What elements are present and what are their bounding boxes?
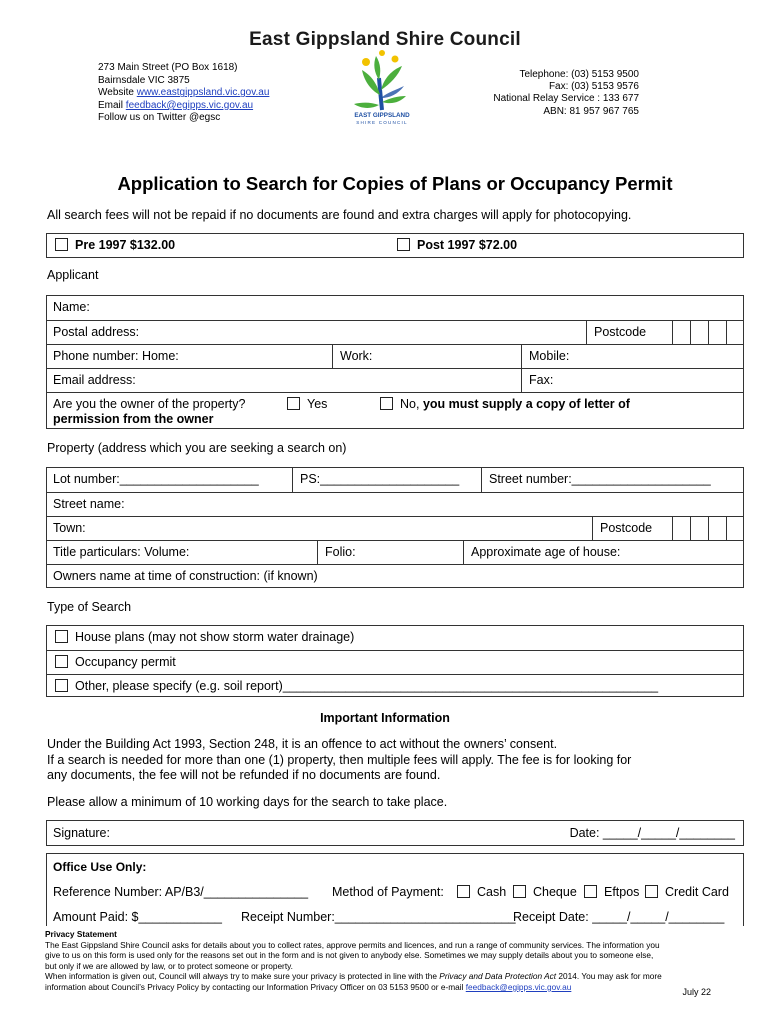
email-link[interactable]: feedback@egipps.vic.gov.au bbox=[125, 99, 254, 111]
work-cell[interactable] bbox=[332, 345, 521, 368]
signature-date: Date: _____/_____/________ bbox=[569, 826, 735, 840]
reference-number[interactable]: Reference Number: AP/B3/_______________ bbox=[53, 885, 309, 899]
pre-1997-checkbox[interactable] bbox=[55, 238, 68, 251]
logo-tree-icon bbox=[354, 50, 406, 110]
owner-no-note: you must supply a copy of letter of bbox=[422, 397, 630, 411]
website-label: Website bbox=[98, 87, 137, 99]
house-plans-label: House plans (may not show storm water drainage) bbox=[75, 630, 355, 644]
street-name-row[interactable] bbox=[47, 492, 743, 516]
privacy-line-1: The East Gippsland Shire Council asks for details about you to collect rates, approve permits and licences, and run a range of community services. The information you bbox=[45, 939, 660, 950]
office-use-heading: Office Use Only: bbox=[53, 860, 147, 874]
logo-text-1: EAST GIPPSLAND bbox=[354, 112, 410, 119]
owner-no-note-2: permission from the owner bbox=[53, 412, 214, 426]
property-postcode-digit-box[interactable] bbox=[672, 517, 690, 540]
signature-box[interactable] bbox=[46, 820, 744, 846]
privacy-line-4c: 2014. You may ask for more bbox=[556, 971, 662, 982]
work-label: Work: bbox=[340, 349, 373, 363]
owners-name-label: Owners name at time of construction: (if known) bbox=[53, 569, 318, 583]
address-line-1: 273 Main Street (PO Box 1618) bbox=[98, 62, 238, 73]
owner-yes-option[interactable] bbox=[287, 397, 327, 411]
working-days-note: Please allow a minimum of 10 working days for the search to take place. bbox=[47, 795, 448, 809]
pay-cheque-option[interactable] bbox=[513, 885, 577, 899]
privacy-line-2: give to us on this form is used only for the reasons set out in the form and is not given to anybody else. Sometimes we may supply details about you to someone else, bbox=[45, 950, 654, 961]
email-line bbox=[98, 100, 269, 113]
eftpos-label: Eftpos bbox=[604, 885, 640, 899]
property-heading: Property (address which you are seeking a search on) bbox=[47, 441, 347, 455]
owners-row[interactable] bbox=[47, 564, 743, 589]
postal-label: Postal address: bbox=[53, 325, 140, 339]
age-cell[interactable] bbox=[463, 541, 743, 564]
pay-cash-option[interactable] bbox=[457, 885, 506, 899]
post-1997-checkbox[interactable] bbox=[397, 238, 410, 251]
owner-no-option[interactable] bbox=[380, 397, 630, 411]
owner-yes-label: Yes bbox=[307, 397, 328, 411]
cash-checkbox[interactable] bbox=[457, 885, 470, 898]
other-checkbox[interactable] bbox=[55, 679, 68, 692]
other-label: Other, please specify (e.g. soil report)______________________________________________________ bbox=[75, 679, 659, 693]
amount-paid[interactable]: Amount Paid: $____________ bbox=[53, 910, 222, 924]
applicant-section bbox=[46, 295, 744, 429]
property-postcode-label-cell bbox=[592, 517, 672, 540]
council-name: East Gippsland Shire Council bbox=[249, 29, 521, 50]
credit-card-checkbox[interactable] bbox=[645, 885, 658, 898]
privacy-line-5 bbox=[45, 982, 745, 993]
postal-row bbox=[47, 320, 743, 344]
postcode-digit-box[interactable] bbox=[726, 321, 744, 344]
privacy-line-4a: When information is given out, Council will always try to make sure your privacy is protected in line with the bbox=[45, 971, 440, 982]
occupancy-label: Occupancy permit bbox=[75, 655, 176, 669]
search-type-section bbox=[46, 625, 744, 697]
town-label: Town: bbox=[53, 521, 86, 535]
privacy-statement bbox=[45, 929, 745, 993]
cash-label: Cash bbox=[477, 885, 507, 899]
lot-row bbox=[47, 468, 743, 492]
owner-no-checkbox[interactable] bbox=[380, 397, 393, 410]
signature-label: Signature: bbox=[53, 826, 110, 840]
fee-post-option[interactable] bbox=[397, 238, 517, 252]
important-heading: Important Information bbox=[320, 711, 450, 725]
owner-no-label: No, bbox=[400, 397, 423, 411]
fax-label: Fax: bbox=[529, 373, 554, 387]
cheque-checkbox[interactable] bbox=[513, 885, 526, 898]
intro-text: All search fees will not be repaid if no documents are found and extra charges will apply for photocopying. bbox=[47, 208, 632, 222]
privacy-heading: Privacy Statement bbox=[45, 929, 117, 939]
fee-pre-option[interactable] bbox=[55, 238, 175, 252]
owner-yes-checkbox[interactable] bbox=[287, 397, 300, 410]
occupancy-checkbox[interactable] bbox=[55, 655, 68, 668]
council-logo bbox=[346, 50, 418, 125]
email-label: Email bbox=[98, 99, 126, 111]
phone-home-label: Phone number: Home: bbox=[53, 349, 179, 363]
other-row[interactable] bbox=[47, 674, 743, 698]
form-date: July 22 bbox=[682, 987, 711, 997]
council-contact bbox=[493, 69, 639, 118]
payment-method-label: Method of Payment: bbox=[332, 885, 444, 899]
folio-cell[interactable] bbox=[317, 541, 463, 564]
property-postcode-digit-box[interactable] bbox=[726, 517, 744, 540]
age-label: Approximate age of house: bbox=[471, 545, 621, 559]
property-section bbox=[46, 467, 744, 588]
property-postcode-digit-box[interactable] bbox=[690, 517, 708, 540]
credit-card-label: Credit Card bbox=[665, 885, 729, 899]
form-title: Application to Search for Copies of Plans or Occupancy Permit bbox=[117, 173, 673, 194]
house-plans-checkbox[interactable] bbox=[55, 630, 68, 643]
privacy-line-5a: information about Council’s Privacy Policy by contacting our Information Privacy Officer on 03 5153 9500 or e-mail bbox=[45, 981, 466, 992]
ps-label: PS:____________________ bbox=[300, 472, 460, 486]
applicant-heading: Applicant bbox=[47, 268, 99, 282]
postcode-digit-box[interactable] bbox=[672, 321, 690, 344]
email-row bbox=[47, 368, 743, 392]
abn: ABN: 81 957 967 765 bbox=[543, 105, 639, 117]
house-plans-row[interactable] bbox=[47, 626, 743, 650]
address-line-2: Bairnsdale VIC 3875 bbox=[98, 74, 190, 86]
eftpos-checkbox[interactable] bbox=[584, 885, 597, 898]
folio-label: Folio: bbox=[325, 545, 356, 559]
phone-row bbox=[47, 344, 743, 368]
privacy-act-name: Privacy and Data Protection Act bbox=[439, 971, 557, 982]
pay-credit-option[interactable] bbox=[645, 885, 729, 899]
receipt-number[interactable]: Receipt Number:__________________________ bbox=[241, 910, 516, 924]
important-line-3: any documents, the fee will not be refunded if no documents are found. bbox=[47, 768, 441, 782]
search-type-heading: Type of Search bbox=[47, 600, 132, 614]
name-row[interactable] bbox=[47, 296, 743, 320]
twitter-line: Follow us on Twitter @egsc bbox=[98, 112, 221, 124]
logo-text-2: SHIRE COUNCIL bbox=[356, 120, 408, 125]
street-number-cell[interactable] bbox=[481, 468, 743, 492]
postcode-digit-box[interactable] bbox=[708, 321, 726, 344]
mobile-cell[interactable] bbox=[521, 345, 743, 368]
fee-post-label: Post 1997 $72.00 bbox=[417, 238, 518, 252]
important-text bbox=[47, 737, 631, 784]
owner-row bbox=[47, 392, 743, 430]
name-label: Name: bbox=[53, 300, 90, 314]
fax-cell[interactable] bbox=[521, 369, 743, 392]
office-use-section bbox=[46, 853, 744, 926]
title-volume-label: Title particulars: Volume: bbox=[53, 545, 190, 559]
email-label: Email address: bbox=[53, 373, 136, 387]
property-postcode-label: Postcode bbox=[600, 521, 653, 535]
relay-service: National Relay Service : 133 677 bbox=[493, 93, 639, 105]
telephone: Telephone: (03) 5153 9500 bbox=[519, 69, 639, 80]
mobile-label: Mobile: bbox=[529, 349, 570, 363]
postcode-digit-box[interactable] bbox=[690, 321, 708, 344]
lot-number-label[interactable]: Lot number:____________________ bbox=[53, 472, 259, 486]
website-link[interactable]: www.eastgippsland.vic.gov.au bbox=[136, 87, 270, 99]
website-line bbox=[98, 87, 269, 100]
postcode-label-cell bbox=[586, 321, 672, 344]
fax-number: Fax: (03) 5153 9576 bbox=[548, 81, 639, 93]
fee-pre-label: Pre 1997 $132.00 bbox=[75, 238, 176, 252]
street-name-label: Street name: bbox=[53, 497, 125, 511]
street-number-label: Street number:____________________ bbox=[489, 472, 711, 486]
owner-question: Are you the owner of the property? bbox=[53, 397, 246, 411]
important-line-2: If a search is needed for more than one (1) property, then multiple fees will apply. The fee is for looking for bbox=[47, 752, 632, 767]
ps-cell[interactable] bbox=[292, 468, 481, 492]
property-postcode-digit-box[interactable] bbox=[708, 517, 726, 540]
privacy-line-4 bbox=[45, 971, 745, 982]
privacy-line-3: but only if we are allowed by law, or to protect someone or property. bbox=[45, 960, 293, 971]
important-line-1: Under the Building Act 1993, Section 248, it is an offence to act without the owners’ consent. bbox=[47, 737, 558, 751]
council-address bbox=[98, 62, 269, 125]
town-row bbox=[47, 516, 743, 540]
title-row bbox=[47, 540, 743, 564]
privacy-email-link[interactable]: feedback@egipps.vic.gov.au bbox=[465, 981, 572, 992]
receipt-date[interactable]: Receipt Date: _____/_____/________ bbox=[513, 910, 725, 924]
pay-eftpos-option[interactable] bbox=[584, 885, 639, 899]
postcode-label: Postcode bbox=[594, 325, 647, 339]
cheque-label: Cheque bbox=[533, 885, 577, 899]
fee-options bbox=[46, 233, 744, 258]
occupancy-row[interactable] bbox=[47, 650, 743, 674]
